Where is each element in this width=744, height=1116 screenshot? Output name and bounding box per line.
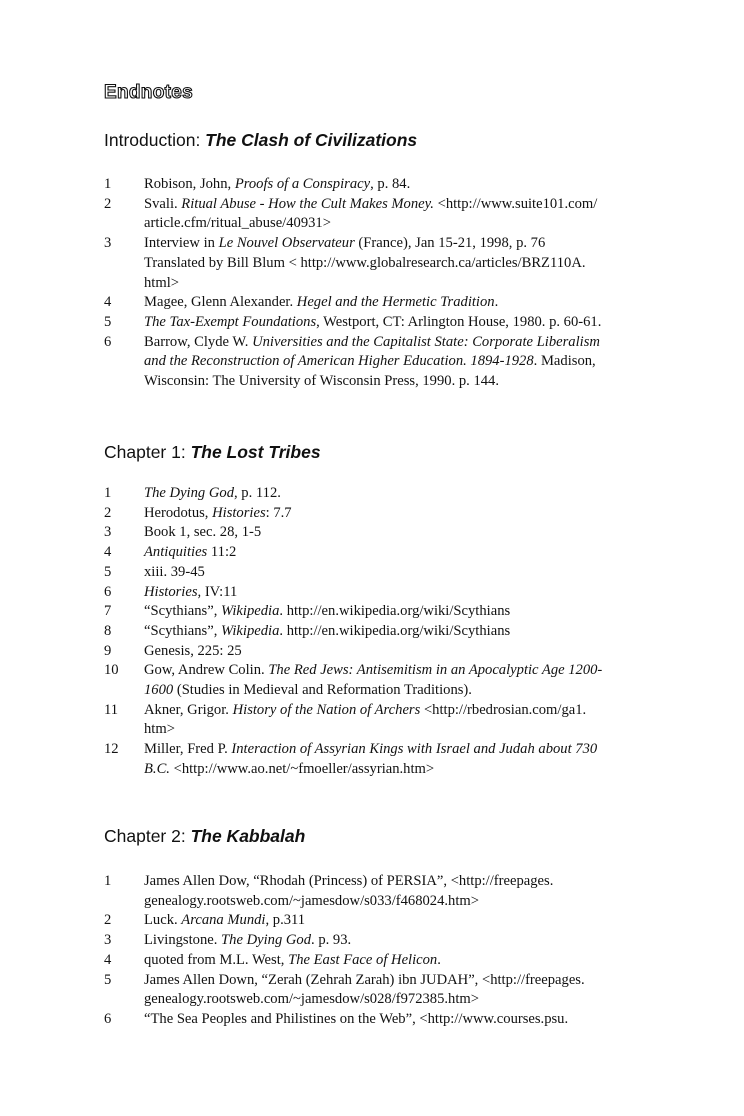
endnote-item [104,911,674,931]
endnote-italic-text: Histories, [144,583,202,600]
endnote-italic-text: History of the Nation of Archers [232,701,421,718]
endnote-italic-text: Wikipedia [221,603,280,620]
endnote-italic-text: Antiquities [144,544,208,561]
endnote-number: 8 [104,622,112,639]
endnote-text-run: article.cfm/ritual_abuse/40931> [144,215,331,232]
endnote-item [104,504,674,524]
endnote-text-run: Book 1, sec. 28, 1-5 [144,524,262,541]
endnote-item [104,484,674,504]
section-heading-title: The Lost Tribes [190,442,321,462]
endnote-text-run: : 7.7 [265,504,292,521]
endnote-item [104,523,674,543]
endnote-text-run: . [494,294,499,311]
page-title: Endnotes [104,82,193,103]
endnote-text [144,176,410,192]
endnote-italic-text: Universities and the Capitalist State: Corporate Liberalism [252,333,600,350]
endnote-text-run: Livingstone. [144,932,222,949]
endnote-number: 1 [104,485,112,501]
endnote-text-run: Svali. [144,195,182,212]
endnote-text-run: <http://www.ao.net/~fmoeller/assyrian.htm> [169,760,435,777]
endnote-text [144,873,553,909]
endnote-number: 3 [104,235,112,252]
endnote-text-run: James Allen Down, “Zerah (Zehrah Zarah) ibn JUDAH”, <http://freepages. [144,971,585,988]
endnote-number: 12 [104,741,119,758]
endnote-number: 10 [104,662,119,679]
section-heading-prefix: Chapter 1: [104,442,191,462]
endnote-text [144,912,305,928]
section-heading-prefix: Introduction: [104,130,206,150]
endnote-text-run: Akner, Grigor. [144,701,233,718]
endnote-text [144,952,441,968]
endnote-number: 6 [104,333,112,350]
section-heading-title: The Clash of Civilizations [205,130,418,150]
endnote-text [144,702,586,738]
endnote-text [144,584,237,600]
endnote-item [104,602,674,622]
endnote-text [144,505,292,521]
endnote-number: 4 [104,294,112,311]
endnote-text [144,623,510,639]
endnote-text-run: <http://rbedrosian.com/ga1. [420,701,587,718]
endnote-text-run: “Scythians”, [144,622,222,639]
endnote-text-run: genealogy.rootsweb.com/~jamesdow/s033/f468024.htm> [144,892,479,909]
endnote-text-run: . http://en.wikipedia.org/wiki/Scythians [279,622,511,639]
endnote-text-run: Robison, John, [144,176,235,192]
endnote-italic-text: Ritual Abuse - How the Cult Makes Money. [181,195,434,212]
endnote-italic-text: The Tax-Exempt Foundations [144,313,317,330]
endnote-number: 5 [104,313,112,330]
endnote-italic-text: The Red Jews: Antisemitism in an Apocalyptic Age 1200- [268,662,603,679]
endnote-item [104,951,674,971]
endnote-text [144,741,597,777]
endnote-text [144,643,242,659]
endnote-number: 6 [104,583,112,600]
endnote-text-run: James Allen Dow, “Rhodah (Princess) of PERSIA”, <http://freepages. [144,873,554,889]
endnote-text [144,524,261,540]
endnote-item [104,195,674,234]
endnote-number: 2 [104,195,112,212]
endnote-text-run: (France), Jan 15-21, 1998, p. 76 [354,235,546,252]
endnote-text [144,662,602,698]
endnote-text-run: (Studies in Medieval and Reformation Traditions). [173,682,472,699]
endnote-text-run: , p. 84. [370,176,411,192]
endnote-number: 1 [104,176,112,192]
endnote-number: 4 [104,544,112,561]
endnote-item [104,563,674,583]
endnote-italic-text: Arcana Mundi [181,912,266,929]
endnote-text-run: Miller, Fred P. [144,741,232,758]
endnote-italic-text: The Dying God [144,485,234,501]
endnote-italic-text: The Dying God [221,932,312,949]
endnote-italic-text: The East Face of Helicon [288,951,438,968]
endnote-number: 9 [104,642,112,659]
endnote-text-run: Genesis, 225: 25 [144,642,242,659]
endnote-item [104,333,674,392]
endnote-text-run: , Westport, CT: Arlington House, 1980. p. 60-61. [316,313,602,330]
endnote-text-run: . [437,951,441,968]
endnote-text-run: htm> [144,721,175,738]
endnote-item [104,293,674,313]
endnote-number: 3 [104,524,112,541]
endnote-number: 4 [104,951,112,968]
endnote-text-run: Gow, Andrew Colin. [144,662,269,679]
section-heading-prefix: Chapter 2: [104,826,191,846]
endnote-list [104,872,674,1030]
endnote-item [104,622,674,642]
endnote-text [144,235,586,290]
endnote-item [104,971,674,1010]
endnote-item [104,583,674,603]
endnote-text-run: html> [144,274,179,291]
endnote-italic-text: B.C. [144,760,170,777]
endnote-text-run: , p.311 [265,912,306,929]
endnote-italic-text: Wikipedia [221,622,280,639]
endnote-number: 1 [104,873,112,889]
endnote-text-run: Interview in [144,235,219,252]
endnote-item [104,543,674,563]
endnote-text [144,196,597,232]
endnote-number: 5 [104,563,112,580]
endnote-item [104,661,674,700]
endnote-text [144,932,351,948]
endnote-italic-text: Interaction of Assyrian Kings with Israel and Judah about 730 [231,741,598,758]
endnote-text [144,603,510,619]
endnote-text [144,564,205,580]
endnote-text-run: quoted from M.L. West, [144,951,289,968]
endnote-text [144,314,601,330]
endnote-text-run: xiii. 39-45 [144,563,205,580]
section-heading-title: The Kabbalah [190,826,306,846]
endnote-list [104,484,674,780]
endnote-text-run: Luck. [144,912,182,929]
endnote-italic-text: Le Nouvel Observateur [218,235,355,252]
endnote-italic-text: Hegel and the Hermetic Tradition [296,294,495,311]
endnote-item [104,234,674,293]
endnote-text-run: Barrow, Clyde W. [144,333,253,350]
endnote-item [104,740,674,779]
endnote-number: 2 [104,504,112,521]
endnote-text-run: , p. 112. [234,485,281,501]
endnote-text-run: . http://en.wikipedia.org/wiki/Scythians [279,603,511,620]
endnote-italic-text: and the Reconstruction of American Higher Education. 1894-1928 [144,353,534,370]
endnote-number: 3 [104,932,112,949]
section-heading-chapter-2 [104,826,305,847]
endnote-italic-text: 1600 [144,682,174,699]
section-heading-chapter-1 [104,442,321,463]
endnote-text [144,544,236,560]
endnote-list [104,175,674,392]
endnote-item [104,701,674,740]
endnote-number: 6 [104,1010,112,1027]
endnote-item [104,175,674,195]
endnote-number: 5 [104,971,112,988]
endnote-text-run: genealogy.rootsweb.com/~jamesdow/s028/f972385.htm> [144,991,479,1008]
endnote-text-run: “Scythians”, [144,603,222,620]
endnote-text [144,972,585,1008]
endnote-text-run: . p. 93. [311,932,352,949]
endnote-item [104,872,674,911]
endnote-text [144,294,498,310]
endnote-item [104,313,674,333]
endnote-text-run: Herodotus, [144,504,213,521]
endnote-text-run: Magee, Glenn Alexander. [144,294,297,311]
endnote-italic-text: Histories [212,504,266,521]
endnote-item [104,931,674,951]
endnote-text-run: <http://www.suite101.com/ [433,195,598,212]
endnote-text-run: “The Sea Peoples and Philistines on the Web”, <http://www.courses.psu. [144,1010,569,1027]
endnote-text-run: Wisconsin: The University of Wisconsin Press, 1990. p. 144. [144,373,500,390]
endnote-text-run: . Madison, [533,353,596,370]
endnote-text [144,334,600,389]
endnote-italic-text: Proofs of a Conspiracy [234,176,371,192]
endnote-text-run: Translated by Bill Blum < http://www.globalresearch.ca/articles/BRZ110A. [144,254,586,271]
endnote-number: 7 [104,603,112,620]
endnote-text [144,1011,568,1027]
section-heading-introduction [104,130,417,151]
endnote-text-run: IV:11 [201,583,238,600]
endnote-number: 2 [104,912,112,929]
endnote-item [104,642,674,662]
endnote-text-run: 11:2 [207,544,237,561]
endnote-number: 11 [104,701,119,718]
endnote-text [144,485,281,501]
endnote-item [104,1010,674,1030]
